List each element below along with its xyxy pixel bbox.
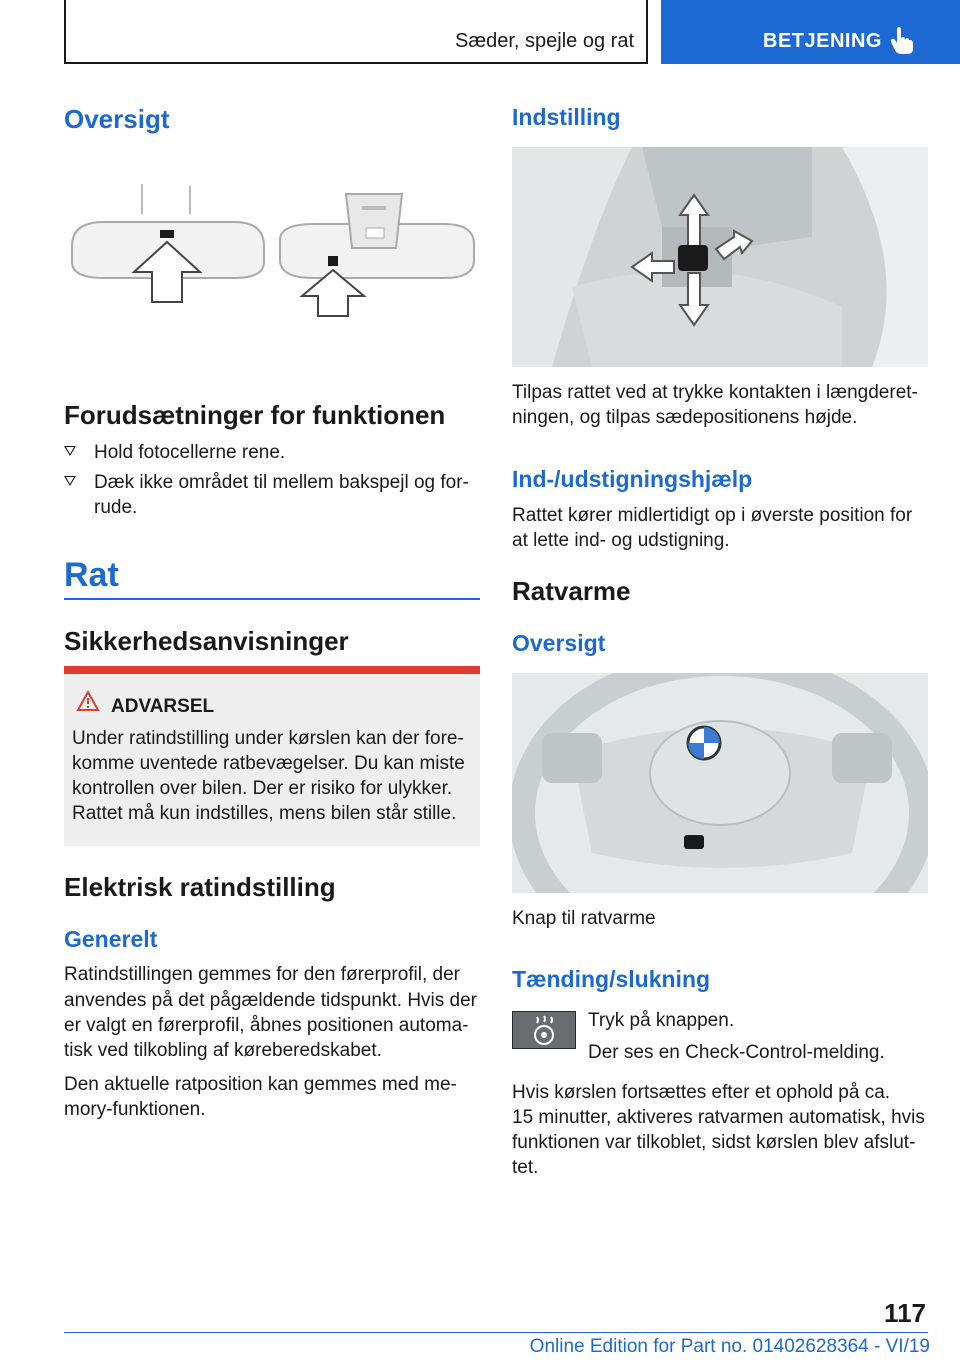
page-number: 117	[884, 1298, 926, 1328]
header-section-title: Sæder, spejle og rat	[455, 30, 634, 52]
header-chapter-label: BETJENING	[763, 30, 882, 52]
oversigt2-heading: Oversigt	[512, 630, 606, 656]
indstilling-heading: Indstilling	[512, 104, 621, 130]
sikkerhed-heading: Sikkerhedsanvisninger	[64, 626, 349, 656]
oversigt-heading: Oversigt	[64, 104, 170, 134]
warning-line: komme uventede ratbevægelser. Du kan miste	[72, 753, 465, 774]
hvis-line: funktionen var tilkoblet, sidst kørslen blev afslut-	[512, 1132, 916, 1153]
rat-heading: Rat	[64, 556, 119, 594]
list-item-continued: rude.	[94, 497, 138, 518]
forudsaetninger-heading: Forudsætninger for funktionen	[64, 400, 446, 430]
warning-bar	[64, 666, 480, 674]
pointing-hand-icon	[891, 26, 913, 54]
indud-line: at lette ind- og udstigning.	[512, 530, 730, 551]
warning-triangle-icon	[76, 690, 100, 712]
indstilling-line: Tilpas rattet ved at trykke kontakten i længderet-	[512, 382, 918, 403]
hvis-line: Hvis kørslen fortsættes efter et ophold på ca.	[512, 1082, 891, 1103]
bullet-triangle-icon	[64, 446, 76, 456]
header-section-box	[64, 0, 648, 64]
aktuelle-line: Den aktuelle ratposition kan gemmes med me-	[64, 1074, 457, 1095]
elektrisk-heading: Elektrisk ratindstilling	[64, 872, 336, 902]
warning-line: Rattet må kun indstilles, mens bilen står stille.	[72, 803, 457, 824]
footer-divider	[64, 1332, 928, 1333]
steering-wheel-caption: Knap til ratvarme	[512, 908, 656, 929]
generelt-line: Ratindstillingen gemmes for den førerprofil, der	[64, 964, 461, 985]
indstilling-line: ningen, og tilpas sædepositionens højde.	[512, 407, 858, 428]
indud-line: Rattet kører midlertidigt op i øverste position for	[512, 505, 913, 526]
taending-heading: Tænding/slukning	[512, 966, 711, 992]
footer-edition: Online Edition for Part no. 01402628364 - VI/19	[529, 1336, 930, 1357]
header-chapter-tab	[661, 0, 960, 64]
steering-column-adjustment-photo	[512, 147, 928, 367]
generelt-line: er valgt en førerprofil, åbnes positionen automa-	[64, 1015, 469, 1036]
generelt-line: anvendes på det pågældende tidspunkt. Hvis der	[64, 990, 477, 1011]
generelt-line: tisk ved tilkobling af køreberedskabet.	[64, 1040, 382, 1061]
warning-label: ADVARSEL	[111, 696, 215, 717]
taending-line: Der ses en Check-Control-melding.	[588, 1042, 885, 1063]
hvis-line: tet.	[512, 1157, 539, 1178]
generelt-heading: Generelt	[64, 926, 158, 952]
warning-line: Under ratindstilling under kørslen kan der fore-	[72, 728, 464, 749]
rearview-mirror-illustration	[64, 184, 480, 334]
aktuelle-line: mory-funktionen.	[64, 1099, 206, 1120]
indud-heading: Ind-/udstigningshjælp	[512, 466, 753, 492]
bullet-triangle-icon	[64, 476, 76, 486]
heated-steering-wheel-button-icon	[512, 1011, 576, 1049]
steering-wheel-photo	[512, 673, 928, 893]
taending-line: Tryk på knappen.	[588, 1010, 735, 1031]
rat-divider	[64, 598, 480, 600]
warning-line: kontrollen over bilen. Der er risiko for ulykker.	[72, 778, 453, 799]
hvis-line: 15 minutter, aktiveres ratvarmen automatisk, hvis	[512, 1107, 925, 1128]
warning-box	[64, 666, 480, 846]
ratvarme-heading: Ratvarme	[512, 576, 631, 606]
